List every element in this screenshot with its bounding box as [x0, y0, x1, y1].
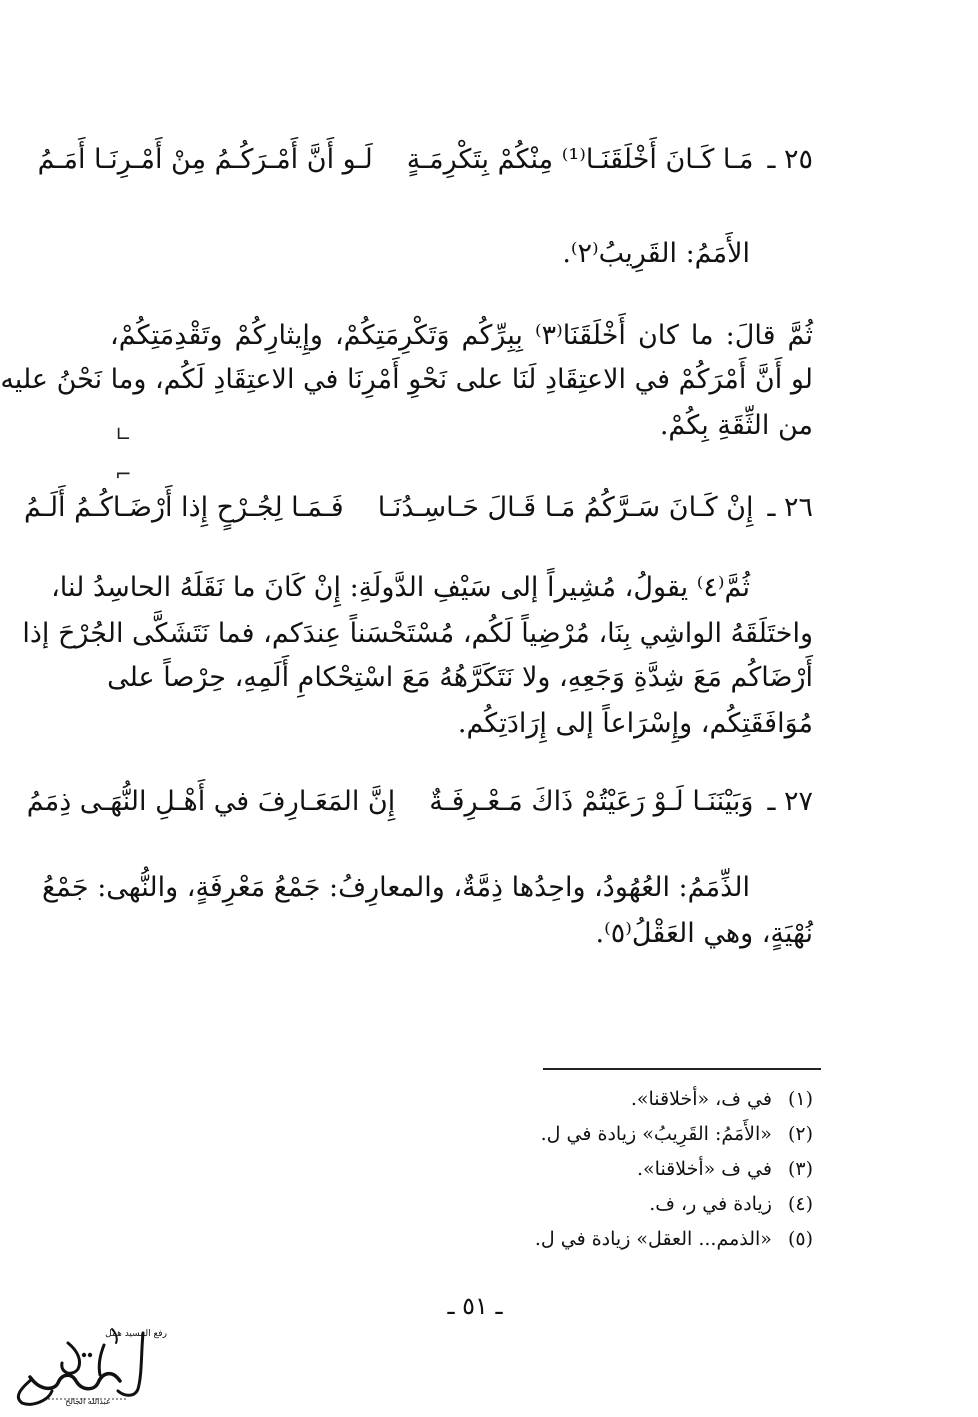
verse-hemistich-first: وَبَيْنَنَـا لَـوْ رَعَيْتُمْ ذَاكَ مَـعْـرِفَـةٌ [429, 786, 754, 817]
footnote-2 [541, 1120, 813, 1148]
footnote-1 [631, 1085, 813, 1113]
footnote-text: في ف «أخلاقنا». [636, 1158, 772, 1180]
footnote-number: (١) [787, 1088, 813, 1110]
commentary-27-line-2: نُهْيَةٍ، وهي العَقْلُ⁽٥⁾. [595, 918, 813, 949]
verse-25 [37, 142, 813, 178]
commentary-26-line-4: مُوَافَقَتِكُم، وإِسْرَاعاً إلى إِرَادَتِكُم. [457, 708, 813, 739]
footnote-number: (٥) [787, 1228, 813, 1250]
footnote-number: (٣) [787, 1158, 813, 1180]
footnote-4 [649, 1190, 813, 1218]
commentary-25-line-1: ثُمَّ قالَ: ما كان أَخْلَقَنَا⁽٣⁾ بِبِرِّكُم وَتَكْرِمَتِكُمْ، وإِيثارِكُمْ وتَقْدِمَتِكُمْ، [110, 320, 813, 351]
section-close-mark-icon: ∟ [115, 422, 132, 446]
commentary-26-line-3: أَرْضَاكُم مَعَ شِدَّةِ وَجَعِهِ، ولا نَتَكَرَّهُهُ مَعَ اسْتِحْكامِ أَلَمِهِ، حِرْصاً على [107, 662, 813, 693]
gloss-25: الأَمَمُ: القَرِيبُ⁽٢⁾. [562, 238, 750, 269]
logo-subtext: عبدالله الجالح [65, 1397, 111, 1406]
verse-27 [26, 784, 813, 820]
commentary-26-line-2: واختَلَقَهُ الواشِي بِنَا، مُرْضِياً لَكُم، مُسْتَحْسَناً عِندَكم، فما نَتَشَكَّى الجُرْحَ إذا [22, 618, 813, 649]
footnote-3 [637, 1155, 813, 1183]
verse-hemistich-second: فَـمَـا لِجُـرْحٍ إِذا أَرْضَـاكُـمُ أَلَـمُ [23, 492, 344, 523]
verse-number: ٢٧ ـ [767, 786, 813, 817]
verse-hemistich-first: إِنْ كَـانَ سَـرَّكُمُ مَـا قَـالَ حَـاسِـدُنَـا [377, 492, 754, 523]
footnote-number: (٤) [787, 1193, 813, 1215]
footnote-text: «الأَمَمُ: القَرِيبُ» زيادة في ل. [540, 1123, 772, 1145]
verse-26 [23, 490, 813, 526]
calligraphy-logo-icon [8, 1325, 167, 1406]
page-number: ـ ٥١ ـ [447, 1292, 503, 1320]
verse-hemistich-second: إِنَّ المَعَـارِفَ في أَهْـلِ النُّهَـى ذِمَمُ [26, 786, 396, 817]
footnote-5 [535, 1225, 813, 1253]
verse-hemistich-second: لَـو أَنَّ أَمْـرَكُـمُ مِنْ أَمْـرِنَـا أَمَـمُ [37, 144, 373, 175]
footnote-separator [543, 1068, 821, 1070]
commentary-25-line-3: من الثِّقَةِ بِكُمْ. [659, 410, 813, 441]
commentary-25-line-2: لو أَنَّ أَمْرَكُمْ في الاعتِقَادِ لَنَا على نَحْوِ أَمْرِنَا في الاعتِقَادِ لَكُم، وما نَحْنُ عليه [0, 364, 813, 395]
section-open-mark-icon: ⌐ [115, 462, 132, 486]
footnote-text: في ف، «أخلاقنا». [630, 1088, 772, 1110]
verse-number: ٢٥ ـ [767, 144, 813, 175]
verse-hemistich-first: مَـا كَـانَ أَخْلَقَنَـا⁽¹⁾ مِنْكُمْ بِتَكْرِمَـةٍ [406, 144, 754, 175]
footnote-number: (٢) [787, 1123, 813, 1145]
commentary-27-line-1: الذِّمَمُ: العُهُودُ، واحِدُها ذِمَّةٌ، والمعارِفُ: جَمْعُ مَعْرِفَةٍ، والنُّهى: جَمْعُ [41, 872, 750, 903]
footnote-text: «الذمم... العقل» زيادة في ل. [534, 1228, 772, 1250]
verse-number: ٢٦ ـ [767, 492, 813, 523]
logo-caption: رفع المسيد همل [105, 1329, 167, 1339]
footnote-text: زيادة في ر، ف. [649, 1193, 772, 1215]
commentary-26-line-1: ثُمَّ⁽٤⁾ يقولُ، مُشِيراً إلى سَيْفِ الدَّولَةِ: إِنْ كَانَ ما نَقَلَهُ الحاسِدُ لنا، [51, 572, 750, 603]
